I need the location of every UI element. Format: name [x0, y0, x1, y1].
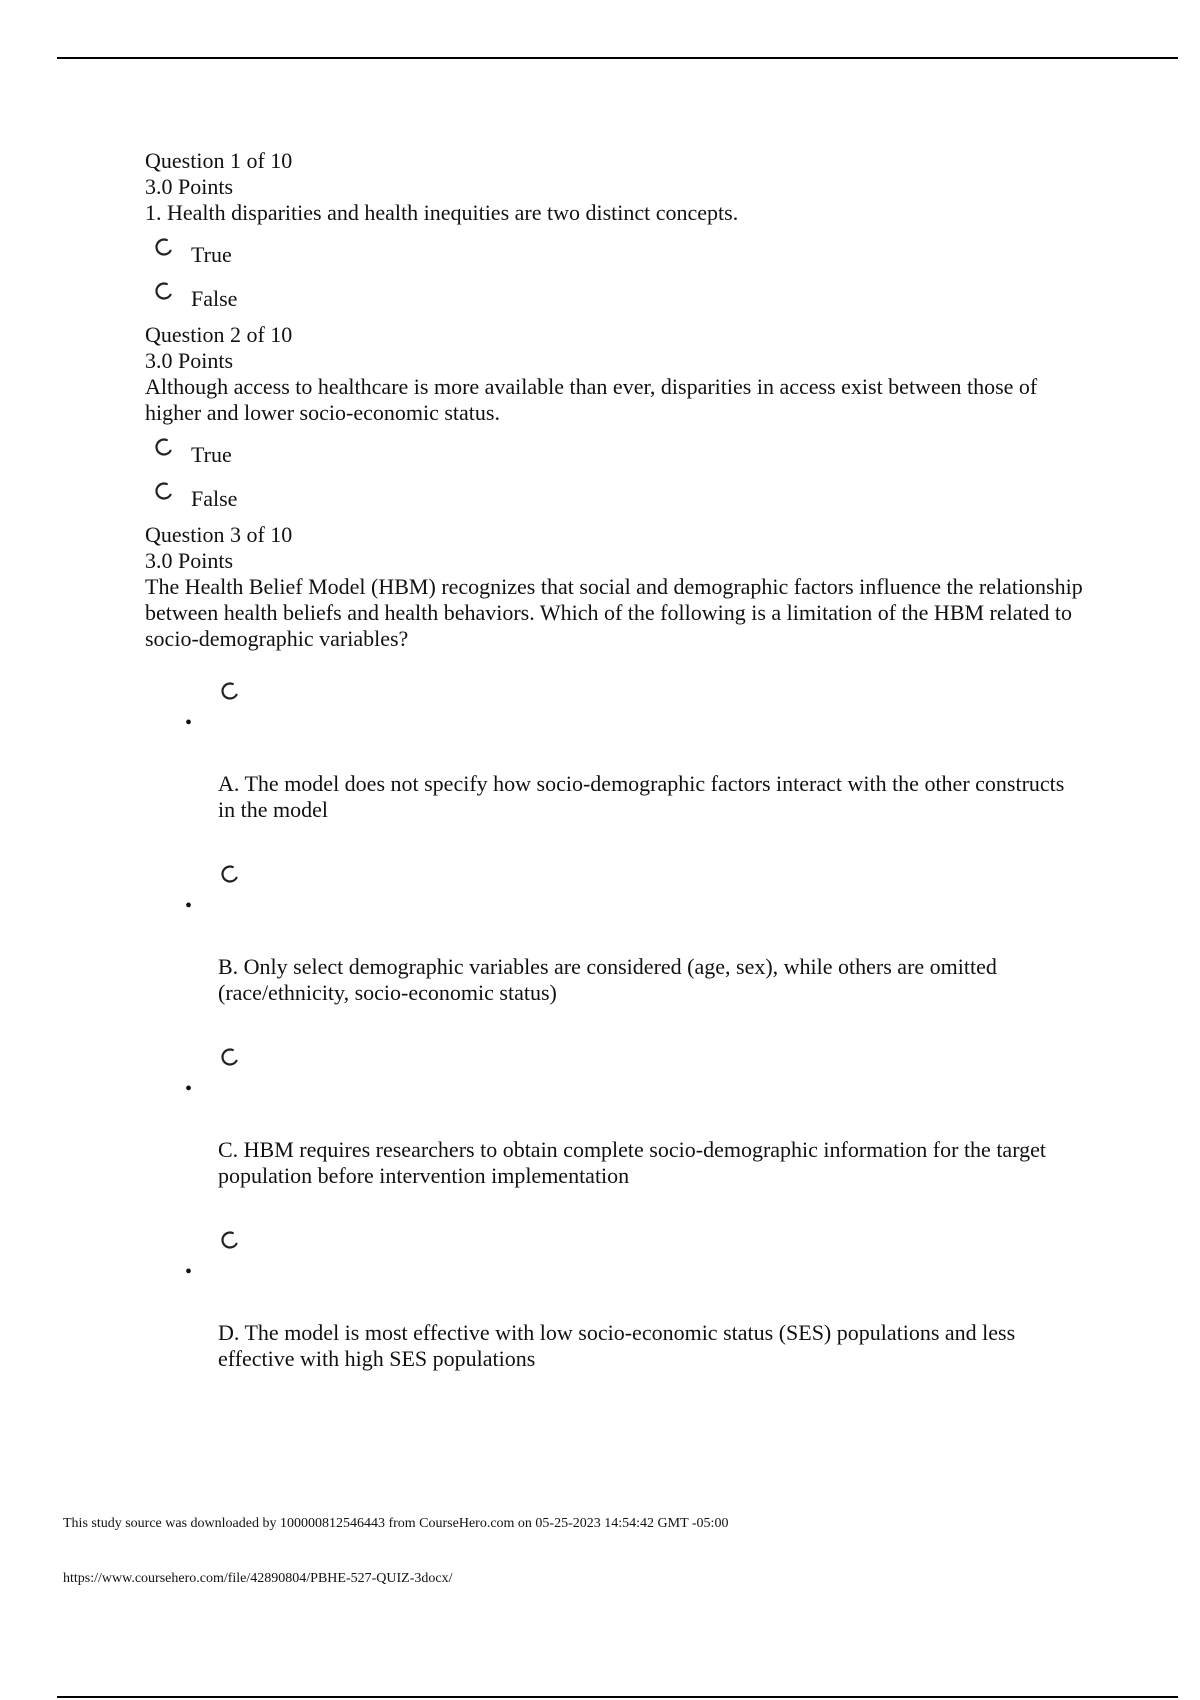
option-true[interactable]: [147, 234, 1085, 278]
question-header: Question 1 of 10: [145, 148, 293, 173]
question-header: Question 3 of 10: [145, 522, 293, 547]
question-text: The Health Belief Model (HBM) recognizes that social and demographic factors influence the relationship between health beliefs and health behaviors. Which of the following is a limitation of the HBM related to socio-demographic variables?: [145, 574, 1083, 651]
option-label: B. Only select demographic variables are considered (age, sex), while others are omitted (race/ethnicity, socio-economic status): [218, 954, 997, 1005]
radio-button-icon[interactable]: [153, 480, 175, 502]
option-label: True: [191, 242, 232, 267]
download-source-note: This study source was downloaded by 100000812546443 from CourseHero.com on 05-25-2023 14:54:42 GMT -05:00: [63, 1516, 729, 1531]
bullet-icon: •: [185, 895, 193, 917]
question-points: 3.0 Points: [145, 174, 234, 199]
question-header: Question 2 of 10: [145, 322, 293, 347]
option-label: False: [191, 486, 238, 511]
question-points: 3.0 Points: [145, 548, 234, 573]
option-false[interactable]: [147, 478, 1085, 522]
bullet-icon: •: [185, 1078, 193, 1100]
radio-button-icon[interactable]: [219, 1046, 241, 1068]
option-label: False: [191, 286, 238, 311]
radio-button-icon[interactable]: [153, 436, 175, 458]
question-text: 1. Health disparities and health inequities are two distinct concepts.: [145, 200, 739, 225]
option-true[interactable]: [147, 434, 1085, 478]
radio-button-icon[interactable]: [153, 280, 175, 302]
option-d[interactable]: [145, 1229, 1085, 1412]
option-label: D. The model is most effective with low socio-economic status (SES) populations and less effective with high SES populations: [218, 1320, 1016, 1371]
bullet-icon: •: [185, 1261, 193, 1283]
question-text: Although access to healthcare is more available than ever, disparities in access exist between those of higher and lower socio-economic status.: [145, 374, 1038, 425]
source-url[interactable]: https://www.coursehero.com/file/42890804/PBHE-527-QUIZ-3docx/: [63, 1571, 453, 1586]
option-c[interactable]: [145, 1046, 1085, 1229]
radio-button-icon[interactable]: [219, 1229, 241, 1251]
option-b[interactable]: [145, 863, 1085, 1046]
bottom-rule: [57, 1696, 1178, 1698]
option-label: C. HBM requires researchers to obtain complete socio-demographic information for the target population before intervention implementation: [218, 1137, 1046, 1188]
radio-button-icon[interactable]: [219, 680, 241, 702]
option-a[interactable]: [145, 680, 1085, 863]
option-label: True: [191, 442, 232, 467]
top-rule: [57, 57, 1178, 59]
question-1: [145, 148, 1085, 322]
question-points: 3.0 Points: [145, 348, 234, 373]
option-false[interactable]: [147, 278, 1085, 322]
bullet-icon: •: [185, 712, 193, 734]
quiz-content: [145, 148, 1085, 1412]
answer-list: [145, 680, 1085, 1412]
question-3: [145, 522, 1085, 1412]
question-2: [145, 322, 1085, 522]
radio-button-icon[interactable]: [153, 236, 175, 258]
radio-button-icon[interactable]: [219, 863, 241, 885]
option-label: A. The model does not specify how socio-demographic factors interact with the other constructs in the model: [218, 771, 1065, 822]
